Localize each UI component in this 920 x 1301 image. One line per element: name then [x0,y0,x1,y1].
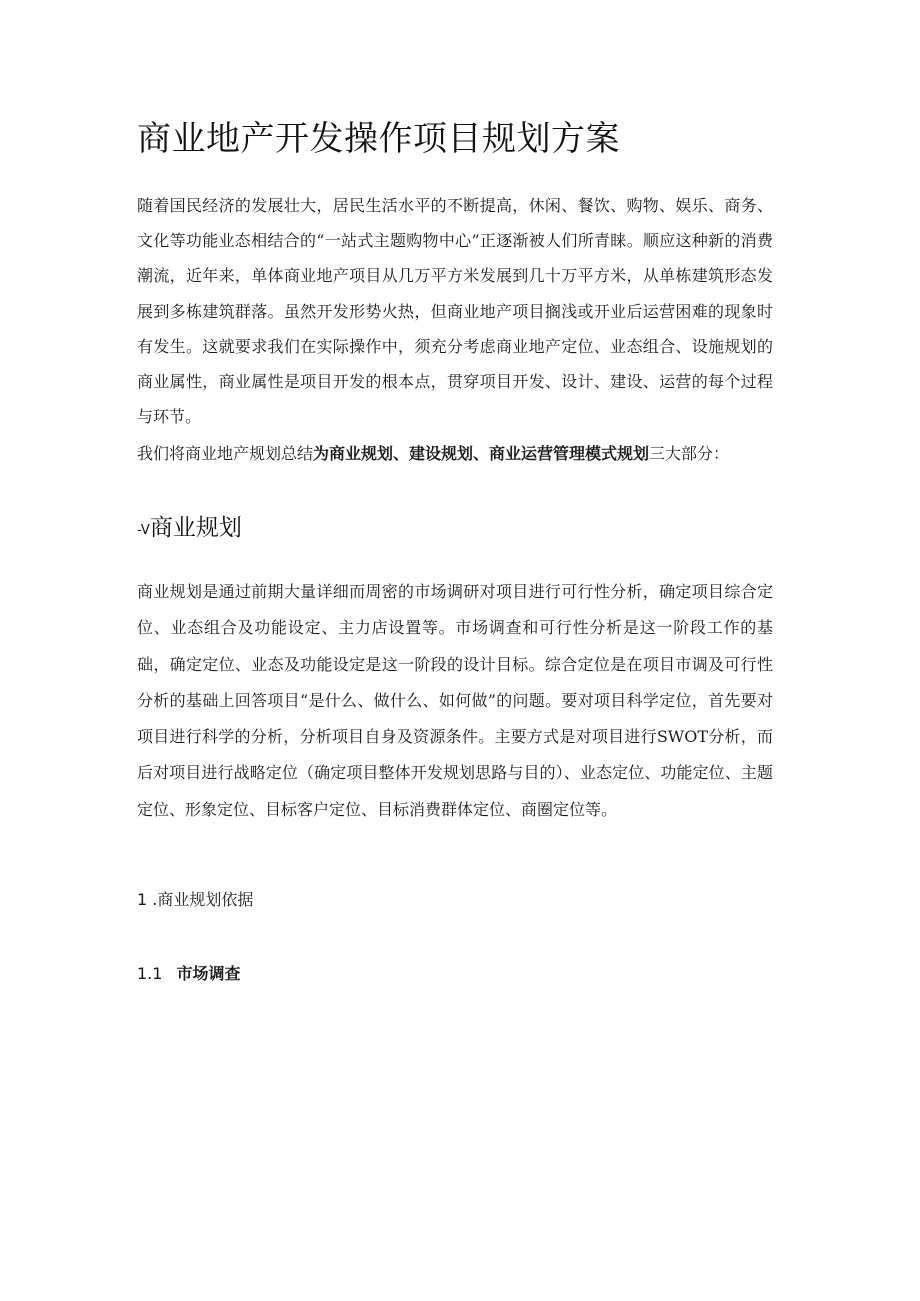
subheading-number: 1 [137,890,148,909]
document-title: 商业地产开发操作项目规划方案 [137,119,620,159]
intro-paragraph: 随着国民经济的发展壮大，居民生活水平的不断提高，休闲、餐饮、购物、娱乐、商务、文化等功能业态相结合的“一站式主题购物中心”正逐渐被人们所青睐。顺应这种新的消费潮流，近年来，单体商业地产项目从几万平方米发展到几十万平方米，从单栋建筑形态发展到多栋建筑群落。虽然开发形势火热，但商业地产项目搁浅或开业后运营困难的现象时有发生。这就要求我们在实际操作中，须充分考虑商业地产定位、业态组合、设施规划的商业属性，商业属性是项目开发的根本点，贯穿项目开发、设计、建设、运营的每个过程与环节。 [137,196,773,427]
subheading-number: 1.1 [137,964,163,983]
subheading-planning-basis [137,886,253,914]
subheading-market-research [137,960,240,988]
summary-prefix: 我们将商业地产规划总结 [137,444,314,463]
section-title: 商业规划 [149,515,242,541]
subheading-title: 市场调查 [176,964,241,983]
summary-bold-parts: 为商业规划、建设规划、商业运营管理模式规划 [313,444,650,463]
business-planning-paragraph: 商业规划是通过前期大量详细而周密的市场调研对项目进行可行性分析，确定项目综合定位、业态组合及功能设定、主力店设置等。市场调查和可行性分析是这一阶段工作的基础，确定定位、业态及功能设定是这一阶段的设计目标。综合定位是在项目市调及可行性分析的基础上回答项目“是什么、做什么、如何做”的问题。要对项目科学定位，首先要对项目进行科学的分析，分析项目自身及资源条件。主要方式是对项目进行SWOT分析，而后对项目进行战略定位（确定项目整体开发规划思路与目的）、业态定位、功能定位、主题定位、形象定位、目标客户定位、目标消费群体定位、商圈定位等。 [137,582,773,819]
subheading-title: .商业规划依据 [152,890,254,909]
section-heading-business-planning [137,505,242,553]
section-number: -V [137,523,150,538]
summary-paragraph [137,436,729,471]
summary-suffix: 三大部分： [649,444,730,463]
